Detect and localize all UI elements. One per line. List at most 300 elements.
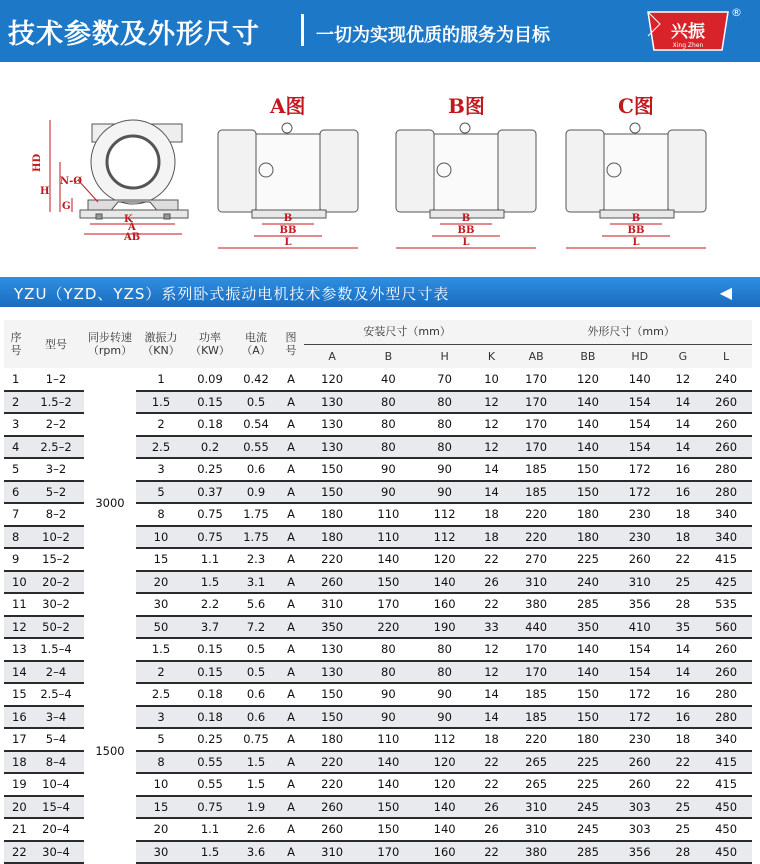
cell-h: 140: [417, 818, 473, 841]
col-speed-header: [84, 320, 136, 368]
cell-current: 7.2: [234, 616, 278, 639]
cell-g: 28: [666, 593, 701, 616]
cell-ab: 170: [510, 638, 562, 661]
col-h-header: H: [440, 349, 449, 363]
spec-table-wrapper: [0, 320, 760, 864]
cell-k: 33: [473, 616, 511, 639]
col-current-label: 电流 （A）: [241, 331, 271, 357]
cell-fig: A: [278, 593, 304, 616]
cell-l: 260: [700, 638, 752, 661]
col-model-header: 型号: [45, 337, 67, 351]
cell-g: 18: [666, 728, 701, 751]
cell-fig: A: [278, 683, 304, 706]
cell-model: 10–4: [28, 773, 84, 796]
cell-fig: A: [278, 526, 304, 549]
cell-l: 450: [700, 841, 752, 864]
col-l-header: L: [723, 349, 730, 363]
cell-l: 450: [700, 796, 752, 819]
cell-ab: 440: [510, 616, 562, 639]
cell-h: 90: [417, 683, 473, 706]
dim-l-label-c: L: [632, 237, 640, 248]
cell-k: 14: [473, 481, 511, 504]
cell-a: 260: [304, 796, 360, 819]
cell-a: 130: [304, 391, 360, 414]
cell-g: 22: [666, 548, 701, 571]
cell-power: 0.2: [186, 436, 234, 459]
cell-b: 40: [360, 368, 416, 391]
cell-k: 10: [473, 368, 511, 391]
cell-power: 0.18: [186, 683, 234, 706]
cell-a: 310: [304, 593, 360, 616]
cell-force: 1: [136, 368, 186, 391]
cell-speed: 1500: [84, 638, 136, 863]
cell-model: 50–2: [28, 616, 84, 639]
cell-hd: 172: [614, 458, 666, 481]
cell-force: 30: [136, 841, 186, 864]
cell-force: 15: [136, 548, 186, 571]
dim-b-label-b: B: [461, 213, 471, 224]
cell-ab: 310: [510, 818, 562, 841]
cell-fig: A: [278, 571, 304, 594]
cell-force: 3: [136, 458, 186, 481]
cell-model: 15–2: [28, 548, 84, 571]
cell-hd: 140: [614, 368, 666, 391]
cell-hd: 230: [614, 526, 666, 549]
cell-h: 90: [417, 706, 473, 729]
cell-idx: 9: [4, 548, 28, 571]
install-dims-header: 安装尺寸（mm）: [304, 320, 510, 344]
cell-k: 22: [473, 773, 511, 796]
cell-hd: 154: [614, 413, 666, 436]
cell-force: 2.5: [136, 436, 186, 459]
cell-b: 80: [360, 661, 416, 684]
cell-bb: 150: [562, 481, 614, 504]
cell-b: 110: [360, 503, 416, 526]
cell-fig: A: [278, 481, 304, 504]
cell-bb: 150: [562, 683, 614, 706]
cell-bb: 140: [562, 413, 614, 436]
cell-model: 2.5–2: [28, 436, 84, 459]
cell-power: 0.15: [186, 661, 234, 684]
cell-idx: 20: [4, 796, 28, 819]
cell-k: 14: [473, 458, 511, 481]
registered-mark: ®: [731, 6, 742, 19]
cell-model: 5–4: [28, 728, 84, 751]
cell-current: 0.6: [234, 706, 278, 729]
cell-h: 160: [417, 841, 473, 864]
cell-force: 30: [136, 593, 186, 616]
cell-hd: 410: [614, 616, 666, 639]
cell-bb: 140: [562, 661, 614, 684]
cell-current: 0.5: [234, 638, 278, 661]
cell-l: 280: [700, 706, 752, 729]
cell-power: 0.75: [186, 503, 234, 526]
cell-a: 310: [304, 841, 360, 864]
cell-current: 1.75: [234, 526, 278, 549]
collapse-arrow-icon[interactable]: ◀: [719, 283, 732, 302]
cell-idx: 8: [4, 526, 28, 549]
cell-k: 22: [473, 593, 511, 616]
slogan: 一切为实现优质的服务为目标: [316, 25, 550, 46]
cell-hd: 172: [614, 481, 666, 504]
cell-k: 26: [473, 796, 511, 819]
dim-l-label-a: L: [284, 237, 292, 248]
cell-ab: 380: [510, 593, 562, 616]
cell-model: 3–2: [28, 458, 84, 481]
cell-l: 415: [700, 773, 752, 796]
outline-dims-header: 外形尺寸（mm）: [510, 320, 752, 344]
cell-power: 0.55: [186, 751, 234, 774]
cell-b: 170: [360, 593, 416, 616]
cell-idx: 11: [4, 593, 28, 616]
cell-g: 25: [666, 818, 701, 841]
cell-a: 180: [304, 526, 360, 549]
cell-current: 2.6: [234, 818, 278, 841]
cell-b: 150: [360, 796, 416, 819]
cell-hd: 154: [614, 436, 666, 459]
spec-table: [4, 320, 752, 864]
cell-ab: 170: [510, 661, 562, 684]
cell-fig: A: [278, 751, 304, 774]
cell-g: 25: [666, 796, 701, 819]
cell-g: 22: [666, 773, 701, 796]
section-title-bar: [0, 277, 760, 307]
cell-force: 5: [136, 728, 186, 751]
cell-idx: 13: [4, 638, 28, 661]
dim-h-label: H: [40, 186, 50, 197]
cell-power: 0.09: [186, 368, 234, 391]
cell-g: 16: [666, 683, 701, 706]
cell-fig: A: [278, 368, 304, 391]
cell-k: 14: [473, 706, 511, 729]
cell-hd: 172: [614, 706, 666, 729]
dim-a-label: A: [128, 222, 136, 233]
cell-ab: 185: [510, 683, 562, 706]
col-force-label: 激振力 （KN）: [142, 331, 180, 357]
side-view-drawing: [80, 120, 188, 219]
cell-a: 150: [304, 481, 360, 504]
cell-idx: 5: [4, 458, 28, 481]
cell-fig: A: [278, 841, 304, 864]
table-row: [4, 638, 752, 661]
cell-b: 110: [360, 526, 416, 549]
cell-b: 80: [360, 413, 416, 436]
cell-b: 150: [360, 818, 416, 841]
cell-b: 140: [360, 751, 416, 774]
cell-hd: 260: [614, 548, 666, 571]
cell-power: 0.25: [186, 458, 234, 481]
cell-model: 30–4: [28, 841, 84, 864]
cell-model: 2–2: [28, 413, 84, 436]
cell-bb: 180: [562, 503, 614, 526]
cell-a: 150: [304, 706, 360, 729]
logo-subtext: Xing Zhen: [672, 42, 704, 49]
cell-ab: 265: [510, 751, 562, 774]
cell-h: 112: [417, 503, 473, 526]
cell-bb: 180: [562, 728, 614, 751]
cell-g: 18: [666, 503, 701, 526]
cell-bb: 225: [562, 773, 614, 796]
cell-ab: 220: [510, 503, 562, 526]
col-force-header: [136, 320, 186, 368]
cell-ab: 220: [510, 728, 562, 751]
cell-a: 150: [304, 458, 360, 481]
cell-current: 3.6: [234, 841, 278, 864]
cell-idx: 16: [4, 706, 28, 729]
front-view-a: [218, 123, 358, 218]
col-k-header: K: [487, 349, 496, 363]
cell-power: 1.1: [186, 548, 234, 571]
cell-model: 8–2: [28, 503, 84, 526]
cell-l: 535: [700, 593, 752, 616]
motor-diagrams: [0, 62, 760, 264]
cell-k: 22: [473, 751, 511, 774]
cell-ab: 170: [510, 413, 562, 436]
col-b-header: B: [384, 349, 393, 363]
cell-hd: 260: [614, 773, 666, 796]
figure-c-label: C图: [618, 94, 654, 118]
cell-force: 5: [136, 481, 186, 504]
cell-ab: 220: [510, 526, 562, 549]
col-ab-header: AB: [528, 349, 544, 363]
cell-g: 14: [666, 391, 701, 414]
cell-current: 1.9: [234, 796, 278, 819]
cell-power: 1.1: [186, 818, 234, 841]
cell-power: 0.15: [186, 391, 234, 414]
cell-power: 1.5: [186, 571, 234, 594]
figure-b-label: B图: [448, 94, 485, 118]
cell-h: 140: [417, 796, 473, 819]
cell-a: 220: [304, 751, 360, 774]
cell-l: 340: [700, 728, 752, 751]
cell-l: 415: [700, 751, 752, 774]
front-view-c: [566, 123, 706, 218]
cell-hd: 154: [614, 391, 666, 414]
cell-current: 0.9: [234, 481, 278, 504]
cell-fig: A: [278, 661, 304, 684]
cell-current: 3.1: [234, 571, 278, 594]
cell-b: 140: [360, 773, 416, 796]
cell-k: 26: [473, 571, 511, 594]
cell-current: 1.5: [234, 751, 278, 774]
cell-bb: 120: [562, 368, 614, 391]
cell-current: 0.54: [234, 413, 278, 436]
cell-model: 2–4: [28, 661, 84, 684]
cell-hd: 260: [614, 751, 666, 774]
dim-l-label-b: L: [462, 237, 470, 248]
dim-g-label: G: [62, 201, 71, 212]
cell-h: 90: [417, 481, 473, 504]
cell-a: 130: [304, 638, 360, 661]
cell-l: 280: [700, 683, 752, 706]
cell-power: 0.18: [186, 706, 234, 729]
cell-idx: 3: [4, 413, 28, 436]
cell-l: 280: [700, 481, 752, 504]
cell-idx: 18: [4, 751, 28, 774]
cell-bb: 285: [562, 593, 614, 616]
cell-b: 140: [360, 548, 416, 571]
col-speed-label: 同步转速 （rpm）: [87, 331, 133, 357]
cell-bb: 225: [562, 548, 614, 571]
cell-force: 1.5: [136, 638, 186, 661]
cell-power: 0.15: [186, 638, 234, 661]
cell-b: 90: [360, 458, 416, 481]
cell-a: 350: [304, 616, 360, 639]
cell-current: 1.75: [234, 503, 278, 526]
cell-power: 0.55: [186, 773, 234, 796]
col-a-header: A: [328, 349, 336, 363]
cell-h: 112: [417, 728, 473, 751]
cell-l: 280: [700, 458, 752, 481]
cell-current: 5.6: [234, 593, 278, 616]
cell-idx: 7: [4, 503, 28, 526]
cell-model: 20–4: [28, 818, 84, 841]
cell-idx: 17: [4, 728, 28, 751]
cell-k: 18: [473, 728, 511, 751]
cell-power: 0.37: [186, 481, 234, 504]
cell-g: 14: [666, 436, 701, 459]
cell-idx: 2: [4, 391, 28, 414]
cell-hd: 230: [614, 728, 666, 751]
cell-current: 0.5: [234, 661, 278, 684]
cell-force: 20: [136, 818, 186, 841]
page-header: [0, 0, 760, 62]
cell-g: 16: [666, 481, 701, 504]
cell-force: 2: [136, 413, 186, 436]
cell-k: 12: [473, 413, 511, 436]
cell-bb: 150: [562, 458, 614, 481]
cell-power: 0.75: [186, 526, 234, 549]
cell-force: 2: [136, 661, 186, 684]
cell-model: 5–2: [28, 481, 84, 504]
cell-fig: A: [278, 548, 304, 571]
cell-idx: 1: [4, 368, 28, 391]
cell-g: 35: [666, 616, 701, 639]
cell-h: 140: [417, 571, 473, 594]
cell-a: 130: [304, 661, 360, 684]
spec-table-body: [4, 368, 752, 863]
cell-g: 16: [666, 706, 701, 729]
table-row: [4, 368, 752, 391]
col-bb-header: BB: [580, 349, 596, 363]
cell-k: 22: [473, 841, 511, 864]
cell-idx: 15: [4, 683, 28, 706]
cell-k: 14: [473, 683, 511, 706]
cell-h: 80: [417, 638, 473, 661]
page-title: 技术参数及外形尺寸: [8, 19, 260, 50]
cell-h: 80: [417, 413, 473, 436]
cell-current: 0.42: [234, 368, 278, 391]
cell-h: 190: [417, 616, 473, 639]
brand-logo-image: [646, 10, 730, 52]
cell-a: 220: [304, 548, 360, 571]
cell-fig: A: [278, 728, 304, 751]
cell-force: 15: [136, 796, 186, 819]
cell-l: 240: [700, 368, 752, 391]
dim-k-label: K: [124, 214, 133, 225]
cell-bb: 350: [562, 616, 614, 639]
cell-k: 12: [473, 391, 511, 414]
cell-current: 0.5: [234, 391, 278, 414]
cell-h: 70: [417, 368, 473, 391]
cell-fig: A: [278, 818, 304, 841]
cell-fig: A: [278, 458, 304, 481]
cell-ab: 380: [510, 841, 562, 864]
cell-k: 18: [473, 503, 511, 526]
cell-k: 18: [473, 526, 511, 549]
front-view-b: [396, 123, 536, 218]
cell-force: 2.5: [136, 683, 186, 706]
cell-l: 260: [700, 413, 752, 436]
col-idx-label: 序 号: [10, 331, 22, 357]
cell-force: 1.5: [136, 391, 186, 414]
brand-logo: [646, 6, 742, 52]
cell-bb: 225: [562, 751, 614, 774]
col-current-header: [234, 320, 278, 368]
cell-g: 22: [666, 751, 701, 774]
col-power-header: [186, 320, 234, 368]
cell-idx: 4: [4, 436, 28, 459]
section-title: YZU（YZD、YZS）系列卧式振动电机技术参数及外型尺寸表: [14, 285, 450, 303]
cell-l: 260: [700, 391, 752, 414]
cell-g: 12: [666, 368, 701, 391]
col-idx-header: [4, 320, 28, 368]
cell-a: 260: [304, 571, 360, 594]
cell-h: 90: [417, 458, 473, 481]
cell-b: 90: [360, 481, 416, 504]
cell-bb: 240: [562, 571, 614, 594]
cell-bb: 140: [562, 638, 614, 661]
cell-fig: A: [278, 413, 304, 436]
cell-l: 340: [700, 526, 752, 549]
cell-a: 180: [304, 503, 360, 526]
cell-a: 150: [304, 683, 360, 706]
cell-ab: 185: [510, 706, 562, 729]
cell-a: 130: [304, 436, 360, 459]
cell-b: 90: [360, 706, 416, 729]
cell-hd: 154: [614, 661, 666, 684]
cell-k: 12: [473, 661, 511, 684]
cell-model: 1.5–4: [28, 638, 84, 661]
cell-force: 8: [136, 503, 186, 526]
cell-hd: 230: [614, 503, 666, 526]
cell-power: 3.7: [186, 616, 234, 639]
cell-k: 22: [473, 548, 511, 571]
cell-model: 10–2: [28, 526, 84, 549]
col-power-label: 功率 （KW）: [190, 331, 230, 357]
logo-text: 兴振: [671, 22, 705, 42]
cell-ab: 185: [510, 481, 562, 504]
cell-idx: 10: [4, 571, 28, 594]
cell-current: 0.55: [234, 436, 278, 459]
cell-a: 260: [304, 818, 360, 841]
cell-g: 14: [666, 661, 701, 684]
cell-k: 12: [473, 436, 511, 459]
cell-b: 80: [360, 391, 416, 414]
cell-b: 150: [360, 571, 416, 594]
cell-power: 2.2: [186, 593, 234, 616]
cell-idx: 22: [4, 841, 28, 864]
cell-hd: 303: [614, 796, 666, 819]
cell-force: 50: [136, 616, 186, 639]
cell-b: 110: [360, 728, 416, 751]
cell-ab: 170: [510, 436, 562, 459]
cell-fig: A: [278, 706, 304, 729]
cell-l: 340: [700, 503, 752, 526]
dim-n-label: N-Ø: [60, 176, 83, 187]
cell-b: 80: [360, 436, 416, 459]
cell-idx: 14: [4, 661, 28, 684]
